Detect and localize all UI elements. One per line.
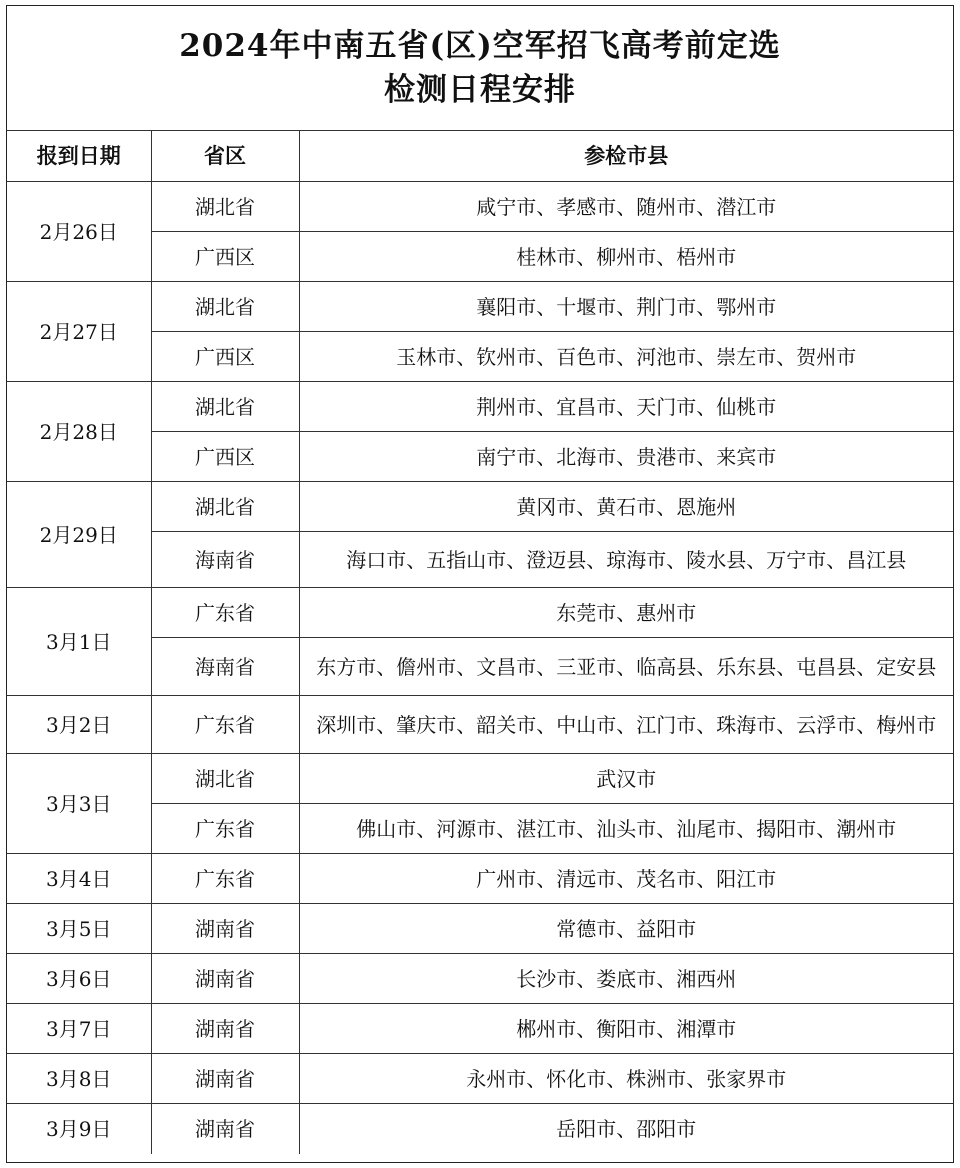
date-cell: 3月4日 <box>7 854 151 904</box>
cities-cell: 襄阳市、十堰市、荆门市、鄂州市 <box>299 282 953 332</box>
document-title <box>7 6 953 131</box>
cities-cell: 永州市、怀化市、株洲市、张家界市 <box>299 1054 953 1104</box>
cities-cell: 桂林市、柳州市、梧州市 <box>299 232 953 282</box>
province-cell: 湖北省 <box>151 382 299 432</box>
date-cell: 3月8日 <box>7 1054 151 1104</box>
cities-cell: 海口市、五指山市、澄迈县、琼海市、陵水县、万宁市、昌江县 <box>299 532 953 588</box>
table-row <box>7 904 953 954</box>
table-row <box>7 282 953 332</box>
cities-cell: 郴州市、衡阳市、湘潭市 <box>299 1004 953 1054</box>
province-cell: 湖北省 <box>151 282 299 332</box>
cities-cell: 常德市、益阳市 <box>299 904 953 954</box>
province-cell: 广东省 <box>151 854 299 904</box>
province-cell: 广西区 <box>151 232 299 282</box>
date-cell: 3月1日 <box>7 588 151 696</box>
title-line-2: 检测日程安排 <box>384 72 576 108</box>
province-cell: 湖北省 <box>151 754 299 804</box>
province-cell: 海南省 <box>151 638 299 696</box>
province-cell: 海南省 <box>151 532 299 588</box>
province-cell: 湖南省 <box>151 904 299 954</box>
table-row <box>7 1054 953 1104</box>
cities-cell: 广州市、清远市、茂名市、阳江市 <box>299 854 953 904</box>
cities-cell: 荆州市、宜昌市、天门市、仙桃市 <box>299 382 953 432</box>
province-cell: 广西区 <box>151 432 299 482</box>
table-row <box>7 382 953 432</box>
date-cell: 2月28日 <box>7 382 151 482</box>
cities-cell: 武汉市 <box>299 754 953 804</box>
title-line-1: 2024年中南五省(区)空军招飞高考前定选 <box>179 28 781 64</box>
table-row <box>7 482 953 532</box>
cities-cell: 黄冈市、黄石市、恩施州 <box>299 482 953 532</box>
header-cities: 参检市县 <box>299 131 953 182</box>
table-row <box>7 182 953 232</box>
header-province: 省区 <box>151 131 299 182</box>
table-row <box>7 1104 953 1154</box>
date-cell: 2月27日 <box>7 282 151 382</box>
cities-cell: 岳阳市、邵阳市 <box>299 1104 953 1154</box>
date-cell: 3月2日 <box>7 696 151 754</box>
cities-cell: 深圳市、肇庆市、韶关市、中山市、江门市、珠海市、云浮市、梅州市 <box>299 696 953 754</box>
table-row <box>7 696 953 754</box>
province-cell: 广东省 <box>151 696 299 754</box>
province-cell: 湖南省 <box>151 1054 299 1104</box>
date-cell: 3月5日 <box>7 904 151 954</box>
cities-cell: 长沙市、娄底市、湘西州 <box>299 954 953 1004</box>
province-cell: 广东省 <box>151 588 299 638</box>
header-date: 报到日期 <box>7 131 151 182</box>
table-row <box>7 954 953 1004</box>
cities-cell: 玉林市、钦州市、百色市、河池市、崇左市、贺州市 <box>299 332 953 382</box>
table-row <box>7 754 953 804</box>
table-row <box>7 854 953 904</box>
date-cell: 2月29日 <box>7 482 151 588</box>
table-row <box>7 588 953 638</box>
cities-cell: 东莞市、惠州市 <box>299 588 953 638</box>
table-header-row <box>7 131 953 182</box>
province-cell: 湖北省 <box>151 482 299 532</box>
date-cell: 3月9日 <box>7 1104 151 1154</box>
province-cell: 广东省 <box>151 804 299 854</box>
table-row <box>7 1004 953 1054</box>
province-cell: 湖南省 <box>151 1104 299 1154</box>
schedule-table <box>7 131 953 1154</box>
cities-cell: 南宁市、北海市、贵港市、来宾市 <box>299 432 953 482</box>
province-cell: 广西区 <box>151 332 299 382</box>
province-cell: 湖北省 <box>151 182 299 232</box>
schedule-sheet <box>6 5 954 1163</box>
date-cell: 3月3日 <box>7 754 151 854</box>
province-cell: 湖南省 <box>151 1004 299 1054</box>
cities-cell: 咸宁市、孝感市、随州市、潜江市 <box>299 182 953 232</box>
date-cell: 3月6日 <box>7 954 151 1004</box>
cities-cell: 佛山市、河源市、湛江市、汕头市、汕尾市、揭阳市、潮州市 <box>299 804 953 854</box>
date-cell: 3月7日 <box>7 1004 151 1054</box>
date-cell: 2月26日 <box>7 182 151 282</box>
province-cell: 湖南省 <box>151 954 299 1004</box>
cities-cell: 东方市、儋州市、文昌市、三亚市、临高县、乐东县、屯昌县、定安县 <box>299 638 953 696</box>
